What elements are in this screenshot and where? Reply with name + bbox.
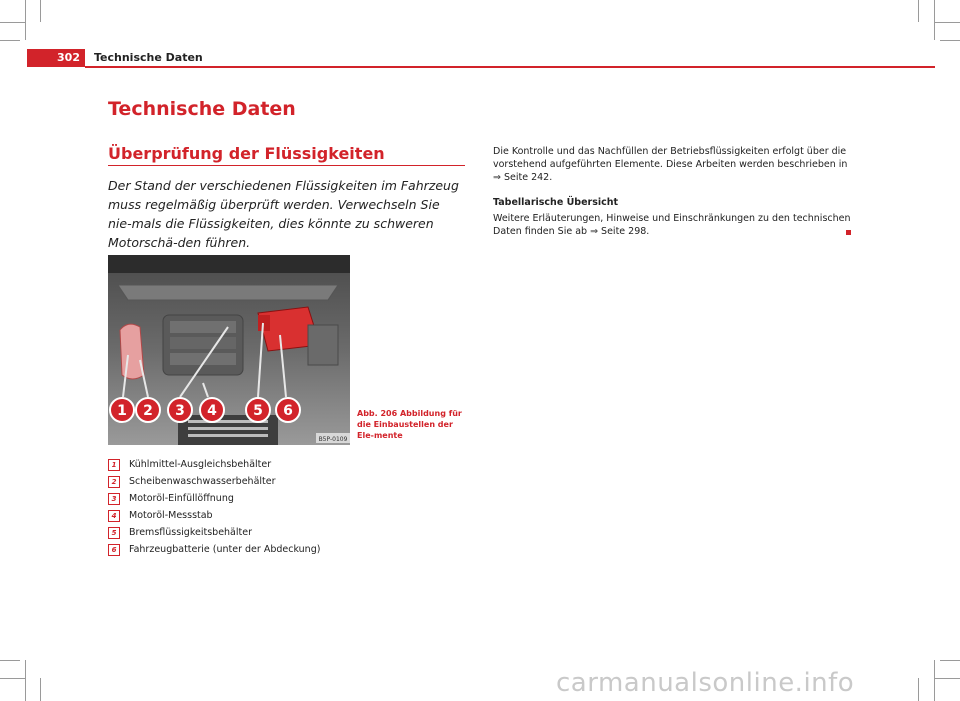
- crop-mark: [40, 0, 41, 22]
- svg-text:1: 1: [117, 403, 127, 419]
- subheading: Tabellarische Übersicht: [493, 197, 619, 208]
- legend-number: 3: [108, 493, 120, 505]
- running-header: Technische Daten: [94, 51, 203, 64]
- legend-text: Fahrzeugbatterie (unter der Abdeckung): [129, 544, 321, 555]
- svg-text:2: 2: [143, 403, 153, 419]
- body-paragraph: Die Kontrolle und das Nachfüllen der Betriebsflüssigkeiten erfolgt über die vorstehend aufgeführten Elemente. Diese Arbeiten werden beschrieben in ⇒ Seite 242.: [493, 146, 848, 183]
- engine-bay-illustration: [108, 255, 350, 445]
- engine-bay-figure: [108, 255, 350, 445]
- svg-text:3: 3: [175, 403, 185, 419]
- section-rule: [108, 165, 465, 166]
- crop-mark: [40, 678, 41, 701]
- legend-list: [108, 456, 408, 558]
- header-rule: [85, 66, 935, 68]
- page-number: 302: [27, 49, 85, 67]
- crop-mark: [918, 0, 919, 22]
- crop-mark: [0, 40, 20, 41]
- callout-1: [110, 398, 134, 422]
- list-item: [108, 507, 408, 524]
- legend-number: 4: [108, 510, 120, 522]
- crop-mark: [934, 22, 960, 23]
- callout-3: [168, 398, 192, 422]
- callout-5: [246, 398, 270, 422]
- crop-mark: [940, 660, 960, 661]
- end-of-section-marker: [846, 230, 851, 235]
- list-item: [108, 541, 408, 558]
- crop-mark: [934, 678, 960, 679]
- legend-text: Bremsflüssigkeitsbehälter: [129, 527, 252, 538]
- callout-4: [200, 398, 224, 422]
- intro-paragraph: Der Stand der verschiedenen Flüssigkeiten im Fahrzeug muss regelmäßig überprüft werden. Verwechseln Sie nie-mals die Flüssigkeiten, dies könnte zu schweren Motorschä-den führen.: [108, 178, 459, 250]
- crop-mark: [0, 660, 20, 661]
- legend-number: 1: [108, 459, 120, 471]
- list-item: [108, 524, 408, 541]
- list-item: [108, 456, 408, 473]
- figure-code: B5P-0109: [318, 436, 348, 443]
- crop-mark: [934, 660, 935, 701]
- callout-6: [276, 398, 300, 422]
- crop-mark: [918, 678, 919, 701]
- legend-number: 6: [108, 544, 120, 556]
- legend-text: Kühlmittel-Ausgleichsbehälter: [129, 459, 272, 470]
- page-title: Technische Daten: [108, 98, 296, 120]
- legend-number: 5: [108, 527, 120, 539]
- svg-text:4: 4: [207, 403, 217, 419]
- list-item: [108, 490, 408, 507]
- callout-2: [136, 398, 160, 422]
- legend-text: Motoröl-Messstab: [129, 510, 213, 521]
- crop-mark: [25, 660, 26, 701]
- crop-mark: [0, 22, 26, 23]
- crop-mark: [25, 0, 26, 40]
- figure-caption: Abb. 206 Abbildung für die Einbaustellen der Ele-mente: [357, 409, 462, 440]
- legend-number: 2: [108, 476, 120, 488]
- legend-text: Motoröl-Einfüllöffnung: [129, 493, 234, 504]
- svg-text:5: 5: [253, 403, 263, 419]
- svg-text:6: 6: [283, 403, 293, 419]
- body-paragraph: Weitere Erläuterungen, Hinweise und Einschränkungen zu den technischen Daten finden Sie ab ⇒ Seite 298.: [493, 213, 851, 237]
- crop-mark: [0, 678, 26, 679]
- watermark: carmanualsonline.info: [556, 668, 855, 698]
- legend-text: Scheibenwaschwasserbehälter: [129, 476, 276, 487]
- crop-mark: [934, 0, 935, 40]
- crop-mark: [940, 40, 960, 41]
- section-title: Überprüfung der Flüssigkeiten: [108, 144, 385, 163]
- list-item: [108, 473, 408, 490]
